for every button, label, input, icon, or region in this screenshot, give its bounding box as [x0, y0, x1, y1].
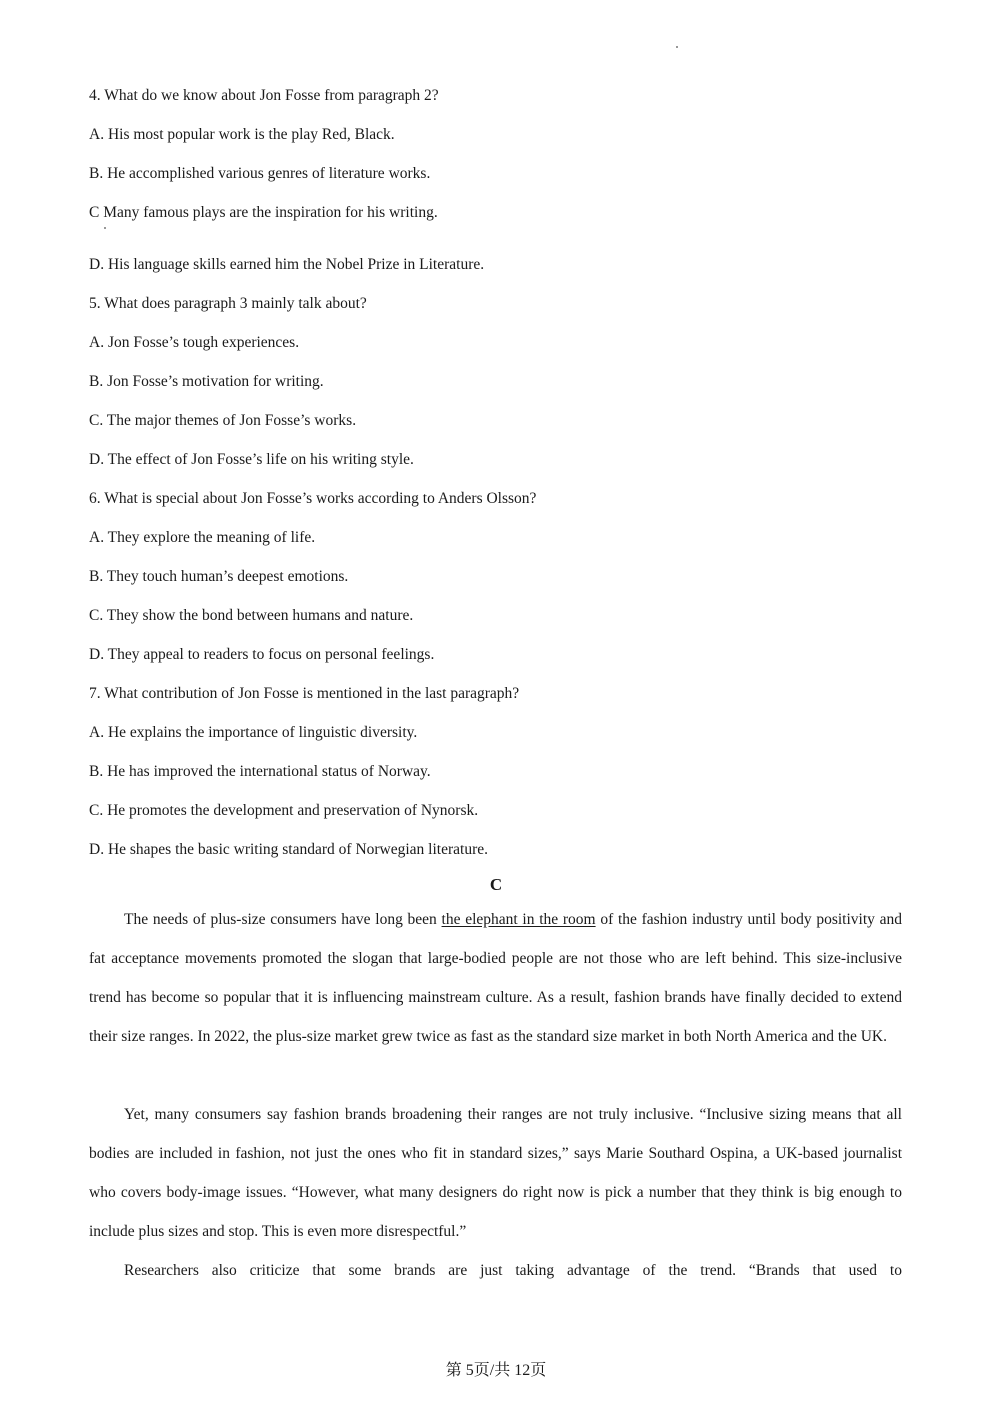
question-6-option-c: C. They show the bond between humans and nature. [89, 607, 414, 624]
underlined-phrase: the elephant in the room [441, 911, 596, 928]
speck-mark [676, 46, 678, 48]
question-6-option-b: B. They touch human’s deepest emotions. [89, 568, 349, 585]
question-6-option-a: A. They explore the meaning of life. [89, 529, 316, 546]
option-c-dot-mark [104, 227, 106, 229]
page-number-footer: 第 5页/共 12页 [445, 1362, 547, 1379]
question-4-option-b: B. He accomplished various genres of literature works. [89, 165, 431, 182]
section-heading: C [489, 875, 503, 894]
question-7-option-c: C. He promotes the development and preservation of Nynorsk. [89, 802, 479, 819]
question-7-option-d: D. He shapes the basic writing standard of Norwegian literature. [89, 841, 488, 858]
question-4-option-d: D. His language skills earned him the Nobel Prize in Literature. [89, 256, 485, 273]
question-5-option-c: C. The major themes of Jon Fosse’s works. [89, 412, 357, 429]
question-5-option-b: B. Jon Fosse’s motivation for writing. [89, 373, 324, 390]
question-4-option-c: C Many famous plays are the inspiration for his writing. [89, 204, 438, 221]
question-4-stem: 4. What do we know about Jon Fosse from paragraph 2? [89, 87, 439, 104]
paragraph-1-text-start: The needs of plus-size consumers have long been [124, 911, 442, 928]
passage-paragraph-2: Yet, many consumers say fashion brands broadening their ranges are not truly inclusive. “Inclusive sizing means that all bodies are included in fashion, not just the ones who fit in standard sizes,” says Marie Southard Ospina, a UK-based journalist who covers body-image issues. “However, what many designers do right now is pick a number that they think is big enough to include plus sizes and stop. This is even more disrespectful.” [89, 1106, 902, 1240]
paragraph-1-text-end: of the fashion industry until body positivity and fat acceptance movements promoted the slogan that large-bodied people are not those who are left behind. This size-inclusive trend has become so popular that it is influencing mainstream culture. As a result, fashion brands have finally decided to extend their size ranges. In 2022, the plus-size market grew twice as fast as the standard size market in both North America and the UK. [89, 911, 903, 1045]
question-7-option-a: A. He explains the importance of linguistic diversity. [89, 724, 418, 741]
question-5-option-d: D. The effect of Jon Fosse’s life on his writing style. [89, 451, 414, 468]
passage-paragraph-1 [89, 900, 902, 1056]
question-7-stem: 7. What contribution of Jon Fosse is mentioned in the last paragraph? [89, 685, 520, 702]
question-6-stem: 6. What is special about Jon Fosse’s works according to Anders Olsson? [89, 490, 537, 507]
question-4-option-a: A. His most popular work is the play Red, Black. [89, 126, 395, 143]
question-5-option-a: A. Jon Fosse’s tough experiences. [89, 334, 300, 351]
passage-paragraph-3: Researchers also criticize that some brands are just taking advantage of the trend. “Brands that used to [124, 1262, 902, 1279]
question-5-stem: 5. What does paragraph 3 mainly talk about? [89, 295, 367, 312]
question-7-option-b: B. He has improved the international status of Norway. [89, 763, 431, 780]
question-6-option-d: D. They appeal to readers to focus on personal feelings. [89, 646, 435, 663]
